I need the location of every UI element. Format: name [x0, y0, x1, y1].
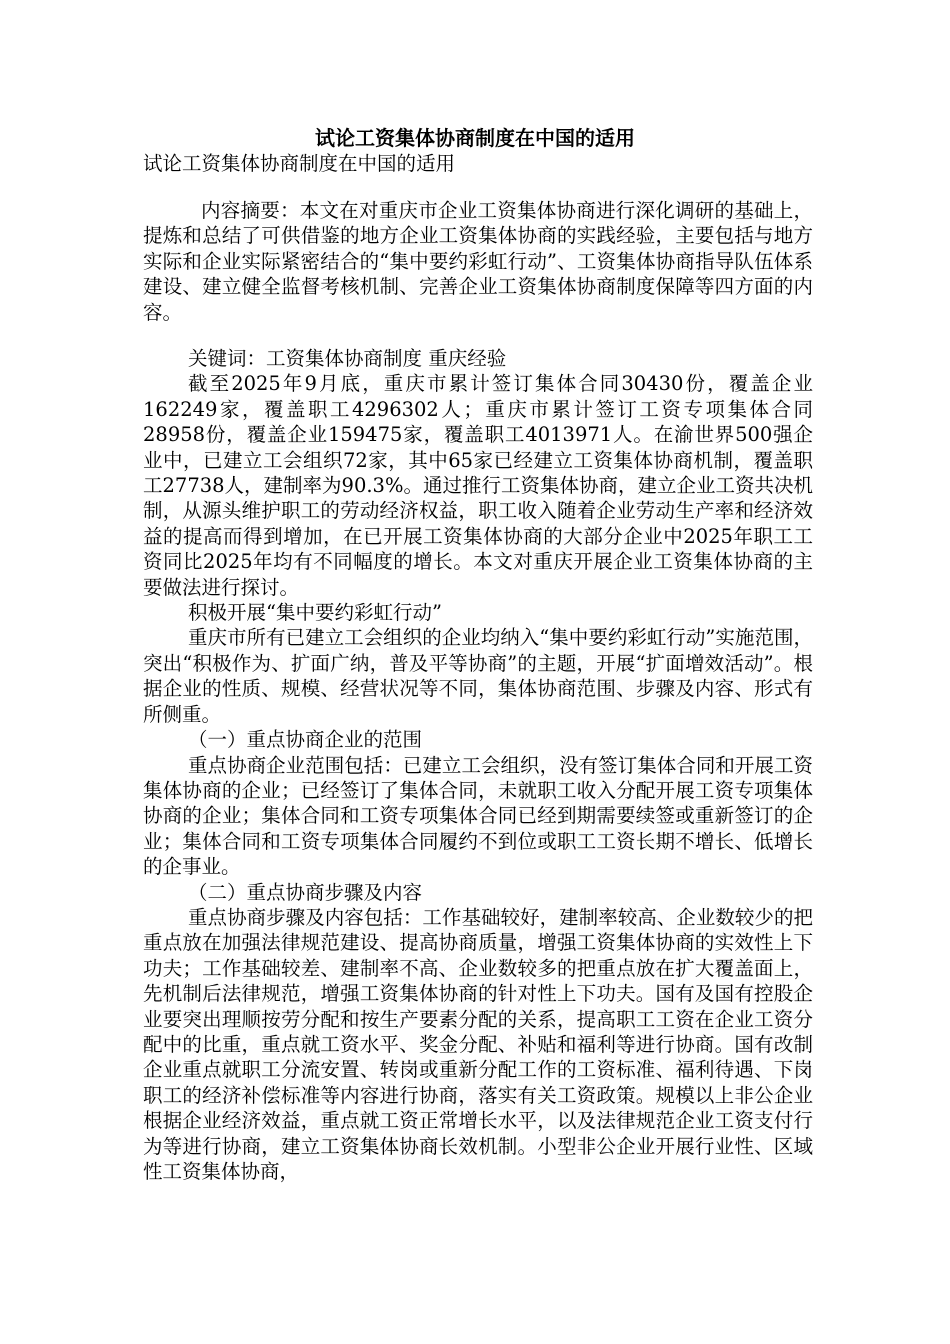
- section-heading: 积极开展“集中要约彩虹行动”: [188, 601, 442, 625]
- subsection-heading-scope: （一）重点协商企业的范围: [188, 728, 423, 752]
- document-title: 试论工资集体协商制度在中国的适用: [315, 126, 635, 150]
- main-body: [143, 346, 813, 1184]
- document-subtitle: 试论工资集体协商制度在中国的适用: [143, 152, 456, 175]
- intro-paragraph: 截至2025年9月底，重庆市累计签订集体合同30430份，覆盖企业162249家，覆盖职工4296302人；重庆市累计签订工资专项集体合同28958份，覆盖企业159475家，覆盖职工4013971人。在渝世界500强企业中，已建立工会组织72家，其中65家已经建立工资集体协商机制，覆盖职工27738人，建制率为90.3%。通过推行工资集体协商，建立企业工资共决机制，从源头维护职工的劳动经济权益，职工收入随着企业劳动生产率和经济效益的提高而得到增加，在已开展工资集体协商的大部分企业中2025年职工工资同比2025年均有不同幅度的增长。本文对重庆开展企业工资集体协商的主要做法进行探讨。: [143, 372, 813, 599]
- action-paragraph: 重庆市所有已建立工会组织的企业均纳入“集中要约彩虹行动”实施范围，突出“积极作为、扩面广纳，普及平等协商”的主题，开展“扩面增效活动”。根据企业的性质、规模、经营状况等不同，集体协商范围、步骤及内容、形式有所侧重。: [143, 626, 813, 726]
- scope-paragraph: 重点协商企业范围包括：已建立工会组织，没有签订集体合同和开展工资集体协商的企业；已经签订了集体合同，未就职工收入分配开展工资专项集体协商的企业；集体合同和工资专项集体合同已经到期需要续签或重新签订的企业；集体合同和工资专项集体合同履约不到位或职工工资长期不增长、低增长的企事业。: [143, 753, 813, 879]
- keywords-line: 关键词：工资集体协商制度 重庆经验: [188, 347, 507, 370]
- steps-paragraph: 重点协商步骤及内容包括：工作基础较好，建制率较高、企业数较少的把重点放在加强法律规范建设、提高协商质量，增强工资集体协商的实效性上下功夫；工作基础较差、建制率不高、企业数较多的把重点放在扩大覆盖面上，先机制后法律规范，增强工资集体协商的针对性上下功夫。国有及国有控股企业要突出理顺按劳分配和按生产要素分配的关系，提高职工工资在企业工资分配中的比重，重点就工资水平、奖金分配、补贴和福利等进行协商。国有改制企业重点就职工分流安置、转岗或重新分配工作的工资标准、福利待遇、下岗职工的经济补偿标准等内容进行协商，落实有关工资政策。规模以上非公企业根据企业经济效益，重点就工资正常增长水平，以及法律规范企业工资支付行为等进行协商，建立工资集体协商长效机制。小型非公企业开展行业性、区域性工资集体协商，: [143, 905, 813, 1183]
- subsection-heading-steps: （二）重点协商步骤及内容: [188, 880, 423, 904]
- abstract-paragraph: 内容摘要：本文在对重庆市企业工资集体协商进行深化调研的基础上，提炼和总结了可供借鉴的地方企业工资集体协商的实践经验，主要包括与地方实际和企业实际紧密结合的“集中要约彩虹行动”、工资集体协商指导队伍体系建设、建立健全监督考核机制、完善企业工资集体协商制度保障等四方面的内容。: [143, 199, 813, 324]
